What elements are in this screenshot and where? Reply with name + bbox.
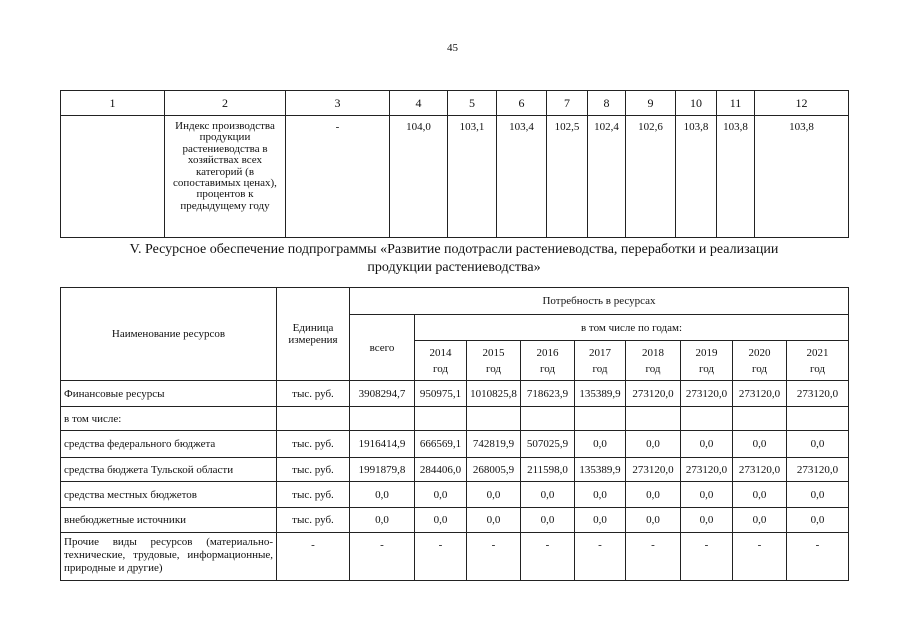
row-value: - (626, 533, 681, 581)
row-unit: тыс. руб. (277, 508, 350, 533)
indicator-header-row (61, 91, 849, 116)
total-header: всего (350, 315, 415, 381)
row-total: 1916414,9 (350, 431, 415, 458)
row-value: 0,0 (467, 482, 521, 508)
column-number: 7 (547, 91, 588, 116)
indicator-value: 103,4 (497, 116, 547, 238)
page-number: 45 (447, 42, 458, 54)
indicator-value: 103,8 (755, 116, 849, 238)
row-value (626, 407, 681, 431)
row-value: 0,0 (575, 482, 626, 508)
column-number: 4 (390, 91, 448, 116)
column-number: 3 (286, 91, 390, 116)
resource-table (60, 287, 849, 581)
row-value: 273120,0 (626, 458, 681, 482)
row-value: 0,0 (681, 482, 733, 508)
row-unit: тыс. руб. (277, 482, 350, 508)
row-value: - (467, 533, 521, 581)
table-row (61, 508, 849, 533)
row-value: 273120,0 (733, 381, 787, 407)
section-title-line1: V. Ресурсное обеспечение подпрограммы «Развитие подотрасли растениеводства, переработки и реализации (129, 242, 779, 257)
section-title-line2: продукции растениеводства» (367, 260, 541, 275)
indicator-value: 103,1 (448, 116, 497, 238)
row-unit: - (277, 533, 350, 581)
indicator-col1-cell (61, 116, 165, 238)
row-value: 0,0 (467, 508, 521, 533)
row-value: 0,0 (787, 508, 849, 533)
row-unit: тыс. руб. (277, 458, 350, 482)
unit-header: Единица измерения (277, 288, 350, 381)
year-header: 2014 год (415, 341, 467, 381)
year-header: 2020 год (733, 341, 787, 381)
row-name: Финансовые ресурсы (61, 381, 277, 407)
row-total (350, 407, 415, 431)
year-header: 2018 год (626, 341, 681, 381)
indicator-unit: - (286, 116, 390, 238)
row-value: 273120,0 (787, 381, 849, 407)
row-value (415, 407, 467, 431)
row-value: 0,0 (415, 508, 467, 533)
row-value: 507025,9 (521, 431, 575, 458)
row-value (733, 407, 787, 431)
column-number: 6 (497, 91, 547, 116)
indicator-value: 103,8 (717, 116, 755, 238)
table-row (61, 431, 849, 458)
column-number: 11 (717, 91, 755, 116)
row-value: 211598,0 (521, 458, 575, 482)
row-value: 1010825,8 (467, 381, 521, 407)
year-header: 2019 год (681, 341, 733, 381)
column-number: 10 (676, 91, 717, 116)
row-total: - (350, 533, 415, 581)
row-name: в том числе: (61, 407, 277, 431)
row-value: 273120,0 (681, 458, 733, 482)
row-name: средства местных бюджетов (61, 482, 277, 508)
indicator-value: 102,5 (547, 116, 588, 238)
row-total: 1991879,8 (350, 458, 415, 482)
row-value: - (787, 533, 849, 581)
row-value (575, 407, 626, 431)
row-value: 0,0 (521, 482, 575, 508)
row-value: - (521, 533, 575, 581)
column-number: 8 (588, 91, 626, 116)
row-total: 0,0 (350, 482, 415, 508)
table-row (61, 381, 849, 407)
indicator-row (61, 116, 849, 238)
table-row (61, 407, 849, 431)
table-row (61, 533, 849, 581)
row-value (521, 407, 575, 431)
row-value: 0,0 (681, 508, 733, 533)
table-row (61, 482, 849, 508)
indicator-value: 104,0 (390, 116, 448, 238)
indicator-table (60, 90, 849, 238)
row-value: 135389,9 (575, 458, 626, 482)
row-value: 0,0 (787, 482, 849, 508)
column-number: 2 (165, 91, 286, 116)
indicator-value: 102,6 (626, 116, 676, 238)
resource-name-header: Наименование ресурсов (61, 288, 277, 381)
row-value (787, 407, 849, 431)
year-header: 2017 год (575, 341, 626, 381)
resource-header-row-1 (61, 288, 849, 315)
row-value: 273120,0 (681, 381, 733, 407)
row-value: 273120,0 (733, 458, 787, 482)
year-header: 2015 год (467, 341, 521, 381)
row-value: 0,0 (681, 431, 733, 458)
by-years-header: в том числе по годам: (415, 315, 849, 341)
row-value (467, 407, 521, 431)
row-value: 950975,1 (415, 381, 467, 407)
column-number: 1 (61, 91, 165, 116)
need-header: Потребность в ресурсах (350, 288, 849, 315)
row-unit: тыс. руб. (277, 381, 350, 407)
column-number: 9 (626, 91, 676, 116)
row-value: 0,0 (626, 482, 681, 508)
row-value: - (415, 533, 467, 581)
row-unit: тыс. руб. (277, 431, 350, 458)
row-value: 273120,0 (787, 458, 849, 482)
section-title (60, 241, 848, 277)
row-value: 0,0 (575, 431, 626, 458)
row-value: 0,0 (415, 482, 467, 508)
row-total: 3908294,7 (350, 381, 415, 407)
row-value: 0,0 (626, 508, 681, 533)
indicator-name: Индекс производства продукции растениеводства в хозяйствах всех категорий (в сопоставимых ценах), процентов к предыдущему году (165, 116, 286, 238)
row-value: 0,0 (521, 508, 575, 533)
row-value: 718623,9 (521, 381, 575, 407)
indicator-value: 102,4 (588, 116, 626, 238)
row-name: внебюджетные источники (61, 508, 277, 533)
row-value: - (733, 533, 787, 581)
column-number: 12 (755, 91, 849, 116)
row-value: 284406,0 (415, 458, 467, 482)
row-name: Прочие виды ресурсов (материально-технические, трудовые, информационные, природные и другие) (61, 533, 277, 581)
year-header: 2021 год (787, 341, 849, 381)
row-value: 666569,1 (415, 431, 467, 458)
row-name: средства федерального бюджета (61, 431, 277, 458)
column-number: 5 (448, 91, 497, 116)
row-value (681, 407, 733, 431)
row-total: 0,0 (350, 508, 415, 533)
row-value: - (575, 533, 626, 581)
row-value: - (681, 533, 733, 581)
row-value: 273120,0 (626, 381, 681, 407)
row-value: 742819,9 (467, 431, 521, 458)
row-name: средства бюджета Тульской области (61, 458, 277, 482)
row-value: 0,0 (733, 482, 787, 508)
row-value: 0,0 (575, 508, 626, 533)
year-header: 2016 год (521, 341, 575, 381)
row-value: 135389,9 (575, 381, 626, 407)
table-row (61, 458, 849, 482)
indicator-value: 103,8 (676, 116, 717, 238)
row-value: 0,0 (733, 508, 787, 533)
row-unit (277, 407, 350, 431)
row-value: 0,0 (733, 431, 787, 458)
row-value: 268005,9 (467, 458, 521, 482)
row-value: 0,0 (626, 431, 681, 458)
row-value: 0,0 (787, 431, 849, 458)
